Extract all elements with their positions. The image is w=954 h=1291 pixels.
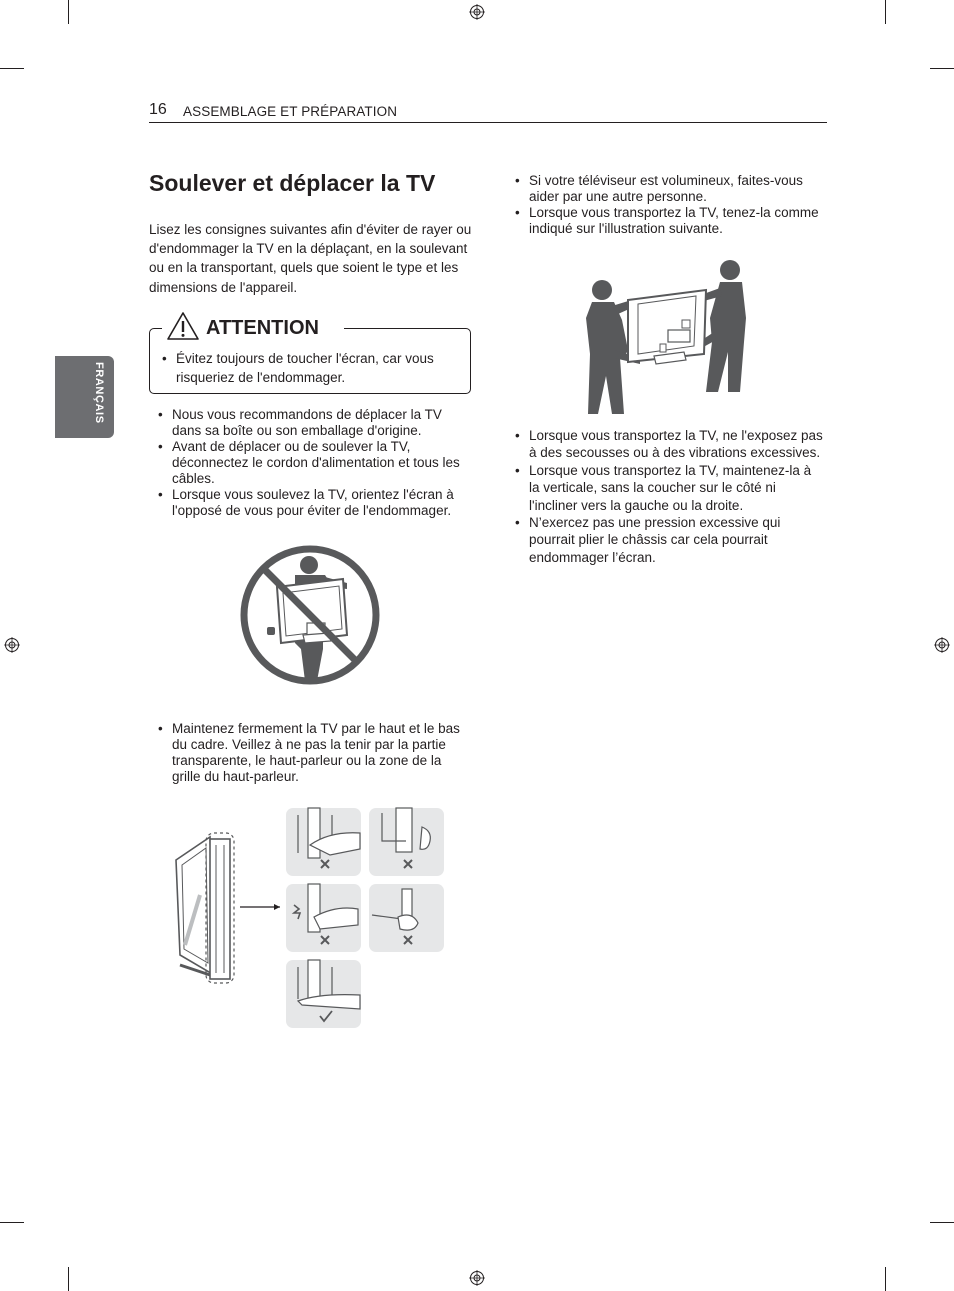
registration-mark-icon (4, 637, 20, 653)
list-item: • N’exercez pas une pression excessive qui pourrait plier le châssis car cela pourrait endommager l’écran. (515, 514, 825, 566)
list-item: • Maintenez fermement la TV par le haut et le bas du cadre. Veillez à ne pas la tenir par la partie transparente, le haut-parleur ou la zone de la grille du haut-parleur. (158, 721, 470, 785)
carrying-instructions-list (515, 173, 825, 237)
attention-item: • Évitez toujours de toucher l'écran, car vous risqueriez de l'endommager. (162, 349, 460, 387)
frame-holding-illustration (170, 805, 450, 1033)
registration-mark-icon (469, 4, 485, 20)
two-person-carrying-illustration (584, 258, 750, 416)
intro-paragraph: Lisez les consignes suivantes afin d'éviter de rayer ou d'endommager la TV en la déplaçant, en la soulevant ou en la transportant, quels que soient le type et les dimensions de l'appareil. (149, 222, 472, 295)
attention-header (162, 311, 344, 343)
warning-triangle-icon (166, 311, 200, 341)
panel-wrong-3 (286, 884, 361, 952)
holding-instructions-list (158, 721, 470, 785)
crop-mark (0, 1222, 24, 1223)
crop-mark (0, 68, 24, 69)
panel-wrong-4 (369, 884, 444, 952)
list-item: • Lorsque vous transportez la TV, ne l'exposez pas à des secousses ou à des vibrations excessives. (515, 427, 825, 462)
crop-mark (885, 1267, 886, 1291)
registration-mark-icon (934, 637, 950, 653)
crop-mark (68, 0, 69, 24)
language-tab-label: FRANÇAIS (93, 362, 105, 424)
registration-mark-icon (469, 1270, 485, 1286)
panel-wrong-1 (286, 808, 361, 876)
do-not-lift-screen-facing-illustration (237, 543, 383, 687)
section-title: ASSEMBLAGE ET PRÉPARATION (183, 104, 398, 119)
crop-mark (885, 0, 886, 24)
attention-box (149, 317, 471, 394)
page-number: 16 (149, 101, 167, 118)
attention-title: ATTENTION (206, 317, 319, 339)
list-item: • Nous vous recommandons de déplacer la TV dans sa boîte ou son emballage d'origine. (158, 407, 473, 439)
crop-mark (930, 68, 954, 69)
list-item: • Lorsque vous transportez la TV, maintenez-la à la verticale, sans la coucher sur le côté ni l'incliner vers la gauche ou la droite. (515, 462, 825, 514)
list-item: • Lorsque vous transportez la TV, tenez-la comme indiqué sur l'illustration suivante. (515, 205, 825, 237)
crop-mark (68, 1267, 69, 1291)
page-title: Soulever et déplacer la TV (149, 170, 436, 196)
page-header (149, 100, 827, 123)
transport-safety-list (515, 427, 825, 566)
list-item: • Lorsque vous soulevez la TV, orientez l'écran à l'opposé de vous pour éviter de l'endommager. (158, 487, 473, 519)
language-tab (55, 356, 114, 438)
list-item: • Avant de déplacer ou de soulever la TV, déconnectez le cordon d'alimentation et tous les câbles. (158, 439, 473, 487)
list-item: • Si votre téléviseur est volumineux, faites-vous aider par une autre personne. (515, 173, 825, 205)
attention-list (162, 349, 460, 387)
crop-mark (930, 1222, 954, 1223)
panel-wrong-2 (369, 808, 444, 876)
lifting-instructions-list (158, 407, 473, 519)
panel-correct (286, 960, 361, 1028)
